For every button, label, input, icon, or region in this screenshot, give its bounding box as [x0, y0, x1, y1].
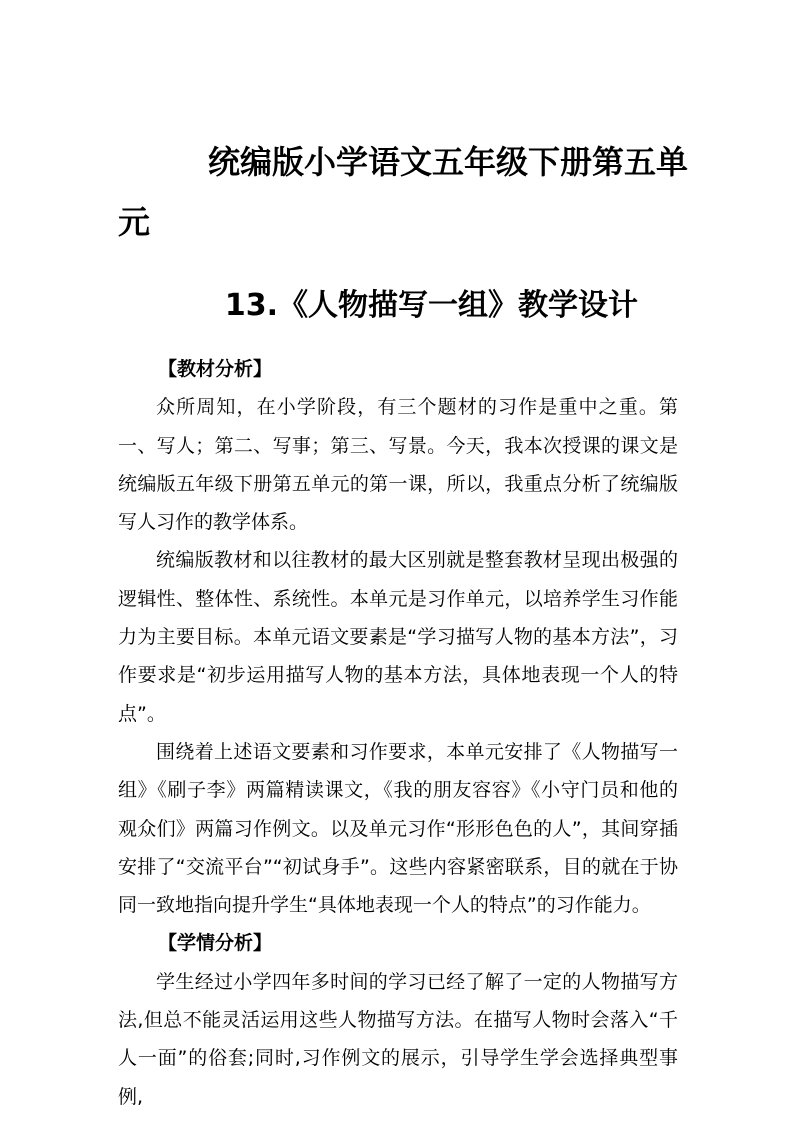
- section-heading-student-analysis: 【学情分析】: [158, 932, 273, 955]
- lesson-title: 13.《人物描写一组》教学设计: [224, 288, 638, 323]
- paragraph: 围绕着上述语文要素和习作要求，本单元安排了《人物描写一组》《刷子李》两篇精读课文，《我的朋友容容》《小守门员和他的观众们》两篇习作例文。以及单元习作“形形色色的人”，其间穿插安排了“交流平台”“初试身手”。这些内容紧密联系，目的就在于协同一致地指向提升学生“具体地表现一个人的特点”的习作能力。: [118, 740, 678, 917]
- document-title: 统编版小学语文五年级下册第五单元: [118, 143, 689, 241]
- paragraph: 统编版教材和以往教材的最大区别就是整套教材呈现出极强的逻辑性、整体性、系统性。本单元是习作单元，以培养学生习作能力为主要目标。本单元语文要素是“学习描写人物的基本方法”，习作要求是“初步运用描写人物的基本方法，具体地表现一个人的特点”。: [118, 549, 678, 725]
- document-body: [118, 350, 678, 1116]
- paragraph: 众所周知，在小学阶段，有三个题材的习作是重中之重。第一、写人；第二、写事；第三、写景。今天，我本次授课的课文是统编版五年级下册第五单元的第一课，所以，我重点分析了统编版写人习作的教学体系。: [118, 396, 678, 534]
- paragraph: 学生经过小学四年多时间的学习已经了解了一定的人物描写方法,但总不能灵活运用这些人物描写方法。在描写人物时会落入“千人一面”的俗套;同时,习作例文的展示，引导学生学会选择典型事例,: [118, 970, 678, 1108]
- section-heading-textbook-analysis: 【教材分析】: [158, 358, 273, 380]
